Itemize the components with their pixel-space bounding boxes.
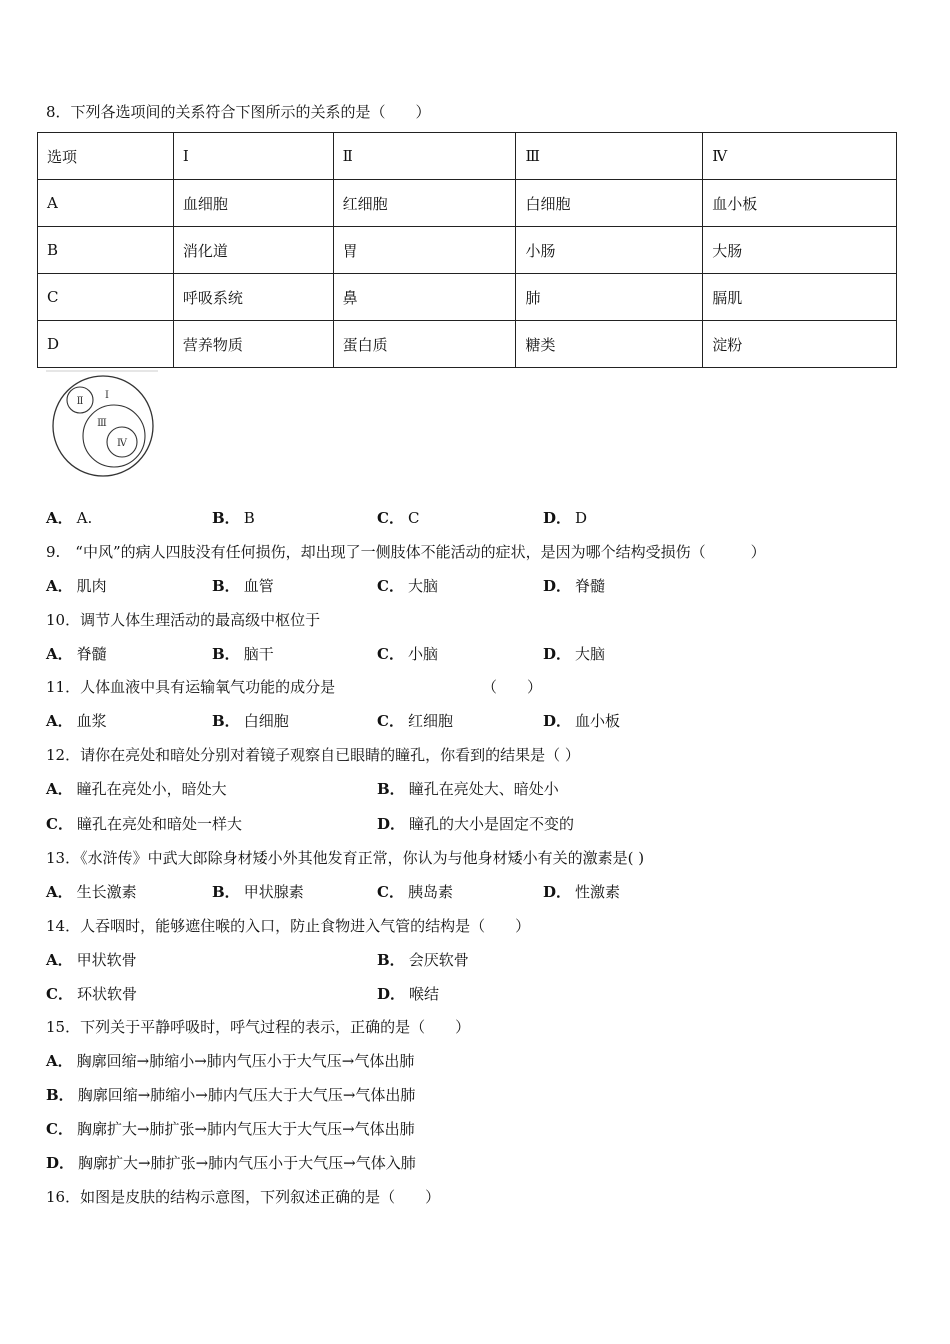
q8-option-b[interactable] [212, 508, 255, 528]
option-key: A． [46, 883, 73, 901]
option-key: C． [377, 645, 404, 663]
option-key: C． [377, 712, 404, 730]
q15-option-c[interactable] [46, 1119, 415, 1139]
table-cell: 蛋白质 [333, 321, 516, 368]
q11-answer-paren: （ ） [482, 678, 543, 696]
option-key: D． [543, 883, 572, 901]
q14-stem: 14．人吞咽时，能够遮住喉的入口，防止食物进入气管的结构是（ ） [46, 917, 531, 935]
option-key: C． [377, 577, 404, 595]
option-key: D． [377, 815, 406, 833]
option-text: 胸廓回缩→肺缩小→肺内气压小于大气压→气体出肺 [76, 1052, 415, 1070]
option-key: D． [46, 1154, 75, 1172]
table-cell: 肺 [516, 274, 703, 321]
table-cell: 血小板 [703, 180, 897, 227]
table-cell: C [38, 274, 174, 321]
table-header-cell: Ⅰ [173, 133, 333, 180]
q9-option-c[interactable] [377, 576, 438, 596]
q14-option-d[interactable] [377, 984, 439, 1004]
option-text: 瞳孔在亮处和暗处一样大 [76, 815, 242, 833]
table-cell: B [38, 227, 174, 274]
option-text: C [407, 509, 420, 527]
q16-stem: 16．如图是皮肤的结构示意图，下列叙述正确的是（ ） [46, 1188, 441, 1206]
table-cell: D [38, 321, 174, 368]
table-row [38, 321, 897, 368]
q12-stem: 12．请你在亮处和暗处分别对着镜子观察自已眼睛的瞳孔，你看到的结果是（ ） [46, 746, 580, 764]
table-cell: 营养物质 [173, 321, 333, 368]
table-header-cell: Ⅱ [333, 133, 516, 180]
table-row [38, 180, 897, 227]
option-key: D． [543, 712, 572, 730]
option-key: D． [377, 985, 406, 1003]
option-key: C． [46, 1120, 73, 1138]
table-cell: 膈肌 [703, 274, 897, 321]
diagram-label: Ⅱ [76, 396, 84, 407]
option-key: B． [212, 883, 240, 901]
table-row [38, 227, 897, 274]
option-key: A． [46, 951, 73, 969]
table-cell: 消化道 [173, 227, 333, 274]
option-text: 胸廓扩大→肺扩张→肺内气压大于大气压→气体出肺 [76, 1120, 415, 1138]
option-text: 喉结 [409, 985, 440, 1003]
option-text: 血浆 [76, 712, 107, 730]
nested-circles-diagram [46, 370, 158, 480]
option-key: A． [46, 577, 73, 595]
option-text: 性激素 [575, 883, 621, 901]
table-cell: 白细胞 [516, 180, 703, 227]
option-text: 血管 [243, 577, 274, 595]
q10-option-a[interactable] [46, 644, 107, 664]
table-cell: 淀粉 [703, 321, 897, 368]
diagram-label: Ⅰ [105, 390, 109, 401]
option-key: C． [46, 985, 73, 1003]
q9-option-b[interactable] [212, 576, 274, 596]
table-row [38, 274, 897, 321]
q14-option-b[interactable] [377, 950, 469, 970]
option-text: 肌肉 [76, 577, 107, 595]
q10-option-d[interactable] [543, 644, 605, 664]
option-key: D． [543, 645, 572, 663]
q11-option-b[interactable] [212, 711, 289, 731]
q14-option-a[interactable] [46, 950, 137, 970]
q15-option-b[interactable] [46, 1085, 415, 1105]
q13-option-d[interactable] [543, 882, 620, 902]
option-key: D． [543, 509, 572, 527]
option-key: C． [377, 883, 404, 901]
option-text: 脑干 [243, 645, 274, 663]
option-text: 瞳孔在亮处大、暗处小 [408, 780, 559, 798]
q8-option-d[interactable] [543, 508, 587, 528]
q9-option-d[interactable] [543, 576, 605, 596]
table-header-cell: Ⅲ [516, 133, 703, 180]
option-text: 白细胞 [243, 712, 289, 730]
option-text: A. [76, 509, 93, 527]
option-text: 红细胞 [407, 712, 453, 730]
option-key: A． [46, 780, 73, 798]
option-text: 甲状软骨 [76, 951, 137, 969]
diagram-label: Ⅳ [117, 438, 127, 449]
table-cell: 胃 [333, 227, 516, 274]
table-header-cell: Ⅳ [703, 133, 897, 180]
q13-option-c[interactable] [377, 882, 453, 902]
table-cell: 红细胞 [333, 180, 516, 227]
table-cell: 鼻 [333, 274, 516, 321]
option-text: 瞳孔在亮处小，暗处大 [76, 780, 227, 798]
option-key: A． [46, 712, 73, 730]
option-text: B [243, 509, 255, 527]
table-header-cell: 选项 [38, 133, 174, 180]
option-text: 脊髓 [76, 645, 107, 663]
option-text: 瞳孔的大小是固定不变的 [409, 815, 575, 833]
table-cell: 大肠 [703, 227, 897, 274]
q11-option-a[interactable] [46, 711, 107, 731]
option-key: B． [212, 645, 240, 663]
q8-option-c[interactable] [377, 508, 419, 528]
q13-option-a[interactable] [46, 882, 137, 902]
q13-stem: 13．《水浒传》中武大郎除身材矮小外其他发育正常，你认为与他身材矮小有关的激素是( ) [46, 849, 645, 867]
q13-option-b[interactable] [212, 882, 304, 902]
option-text: 大脑 [575, 645, 606, 663]
option-key: B． [377, 780, 405, 798]
option-text: 环状软骨 [76, 985, 137, 1003]
option-text: D [575, 509, 588, 527]
option-key: D． [543, 577, 572, 595]
option-key: A． [46, 645, 73, 663]
q9-option-a[interactable] [46, 576, 107, 596]
option-text: 会厌软骨 [408, 951, 469, 969]
option-key: A． [46, 1052, 73, 1070]
q15-stem: 15．下列关于平静呼吸时，呼气过程的表示，正确的是（ ） [46, 1018, 471, 1036]
q9-stem: 9. “中风”的病人四肢没有任何损伤，却出现了一侧肢体不能活动的症状，是因为哪个结构受损伤（ ） [46, 543, 766, 561]
option-key: B． [377, 951, 405, 969]
q15-option-a[interactable] [46, 1051, 414, 1071]
q12-option-d[interactable] [377, 814, 574, 834]
option-key: B． [46, 1086, 74, 1104]
q11-option-d[interactable] [543, 711, 620, 731]
option-key: A． [46, 509, 73, 527]
option-text: 小脑 [407, 645, 438, 663]
option-text: 生长激素 [76, 883, 137, 901]
option-key: B． [212, 577, 240, 595]
option-text: 胸廓扩大→肺扩张→肺内气压小于大气压→气体入肺 [78, 1154, 416, 1172]
option-text: 血小板 [575, 712, 621, 730]
table-header-row [38, 133, 897, 180]
q15-option-d[interactable] [46, 1153, 416, 1173]
option-text: 甲状腺素 [243, 883, 304, 901]
q8-table [37, 132, 897, 368]
q8-stem: 8．下列各选项间的关系符合下图所示的关系的是（ ） [46, 103, 431, 121]
table-cell: 血细胞 [173, 180, 333, 227]
q12-option-c[interactable] [46, 814, 242, 834]
option-text: 脊髓 [575, 577, 606, 595]
q10-option-c[interactable] [377, 644, 438, 664]
table-cell: 小肠 [516, 227, 703, 274]
table-cell: A [38, 180, 174, 227]
q8-option-a[interactable] [46, 508, 92, 528]
option-key: C． [46, 815, 73, 833]
q11-stem: 11．人体血液中具有运输氧气功能的成分是 [46, 678, 336, 696]
table-cell: 呼吸系统 [173, 274, 333, 321]
q14-option-c[interactable] [46, 984, 137, 1004]
q12-option-b[interactable] [377, 779, 559, 799]
q10-stem: 10．调节人体生理活动的最高级中枢位于 [46, 611, 321, 629]
option-text: 胰岛素 [407, 883, 453, 901]
option-text: 胸廓回缩→肺缩小→肺内气压大于大气压→气体出肺 [77, 1086, 416, 1104]
q10-option-b[interactable] [212, 644, 274, 664]
option-key: C． [377, 509, 404, 527]
option-key: B． [212, 712, 240, 730]
option-key: B． [212, 509, 240, 527]
q12-option-a[interactable] [46, 779, 227, 799]
q11-option-c[interactable] [377, 711, 453, 731]
table-cell: 糖类 [516, 321, 703, 368]
diagram-label: Ⅲ [97, 418, 107, 429]
option-text: 大脑 [407, 577, 438, 595]
